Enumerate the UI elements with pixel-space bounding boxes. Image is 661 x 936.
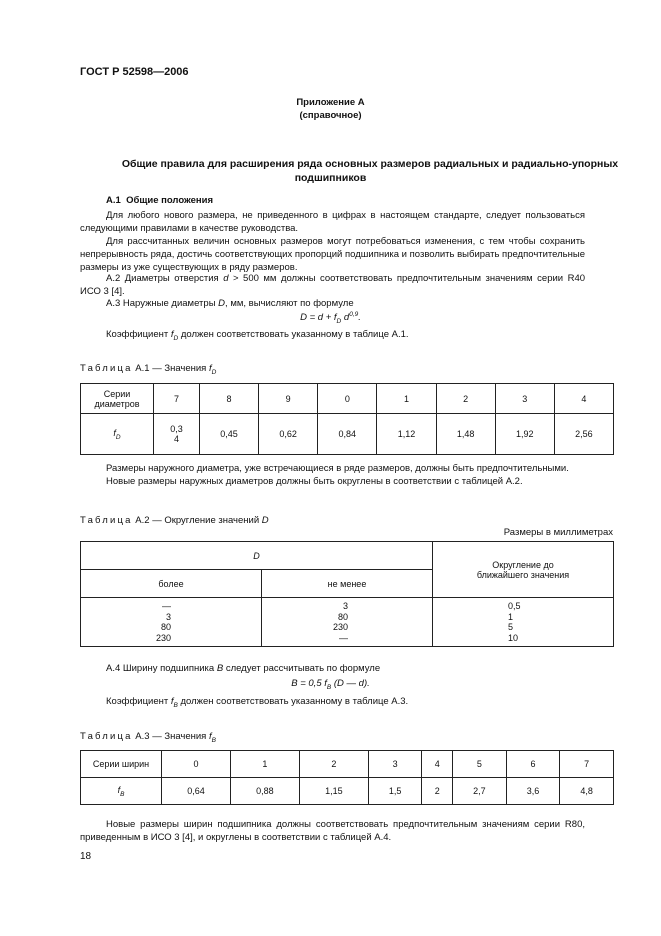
table1-cell: 1,92 <box>495 414 554 455</box>
table3-cell: 2 <box>422 778 453 805</box>
table-a2 <box>80 541 614 647</box>
table3-header: 7 <box>560 751 614 778</box>
section-number: А.1 <box>106 195 121 206</box>
table1-cell: 0,62 <box>259 414 318 455</box>
formula-outer-diameter: $D = d + f_D$ $d^{0,9}$. <box>300 311 361 326</box>
table3-header: 1 <box>230 751 299 778</box>
table1-header: 4 <box>554 384 613 414</box>
paragraph-coef-fb: Коэффициент $f_B$ должен соответствовать указанному в таблице А.3. <box>106 696 409 709</box>
table2-caption: Таблица А.2 — Округление значений D <box>80 515 269 526</box>
appendix-title: Приложение А <box>296 97 365 108</box>
table1-row-label: $f_D$ <box>81 414 154 455</box>
table1-header: 7 <box>154 384 200 414</box>
table1-header: 9 <box>259 384 318 414</box>
table2-header-notless: не менее <box>262 570 433 598</box>
table3-header: 3 <box>368 751 422 778</box>
table-a3 <box>80 750 614 805</box>
table1-header: 8 <box>199 384 258 414</box>
table1-row-label: Серии диаметров <box>81 384 154 414</box>
table1-header: 0 <box>318 384 377 414</box>
paragraph-final: Новые размеры ширин подшипника должны соответствовать предпочтительным значениям серии R80, приведенным в ИСО 3 [4], и округлены в соответствии с таблицей А.4. <box>80 819 585 843</box>
table3-row-label: $f_B$ <box>81 778 162 805</box>
table2-col-rounding: 0,5 1 5 10 <box>433 598 614 647</box>
table3-cell: 1,15 <box>299 778 368 805</box>
table1-header: 1 <box>377 384 436 414</box>
doc-id: ГОСТ Р 52598—2006 <box>80 66 189 78</box>
table2-header-d: D <box>81 542 433 570</box>
table3-cell: 2,7 <box>453 778 507 805</box>
paragraph-1: Для любого нового размера, не приведенного в цифрах в настоящем стандарте, следует пользоваться следующими правилами в качестве руководства. <box>80 210 585 234</box>
section-heading <box>106 195 213 206</box>
table3-cell: 4,8 <box>560 778 614 805</box>
table1-cell: 2,56 <box>554 414 613 455</box>
table1-cell: 0,84 <box>318 414 377 455</box>
appendix-subtitle: (справочное) <box>299 110 362 121</box>
paragraph-2: Для рассчитанных величин основных размеров могут потребоваться изменения, с тем чтобы сохранить непрерывность ряда, достичь соответствующих пропорций подшипника и позволить выбирать предпочтительные размеры из уже существующих в ряду размеров. <box>80 236 585 273</box>
main-title-line1: Общие правила для расширения ряда основных размеров радиальных и радиально-упорных <box>121 158 619 170</box>
table-a1 <box>80 383 614 455</box>
formula-width: B = 0,5 $f_B$ (D — d). <box>291 678 370 691</box>
table3-header: 4 <box>422 751 453 778</box>
main-title-line2: подшипников <box>294 172 367 184</box>
table3-header: 5 <box>453 751 507 778</box>
table1-header: 3 <box>495 384 554 414</box>
table3-row-label: Серии ширин <box>81 751 162 778</box>
paragraph-a2: А.2 Диаметры отверстия d > 500 мм должны соответствовать предпочтительным значениям серии R40 ИСО 3 [4]. <box>80 273 586 297</box>
table1-header: 2 <box>436 384 495 414</box>
table3-cell: 0,88 <box>230 778 299 805</box>
table1-cell: 0,3 4 <box>154 414 200 455</box>
table3-caption: Таблица А.3 — Значения $f_B$ <box>80 731 216 744</box>
table2-header-rounding: Округление до ближайшего значения <box>433 542 614 598</box>
table3-cell: 3,6 <box>506 778 560 805</box>
table2-col-over: — 3 80 230 <box>81 598 262 647</box>
table2-units: Размеры в миллиметрах <box>503 527 613 538</box>
paragraph-after-t1-2: Новые размеры наружных диаметров должны быть округлены в соответствии с таблицей А.2. <box>106 476 523 487</box>
table3-cell: 0,64 <box>162 778 231 805</box>
table1-cell: 0,45 <box>199 414 258 455</box>
table2-col-notless: 3 80 230 — <box>262 598 433 647</box>
paragraph-a3: А.3 Наружные диаметры D, мм, вычисляют по формуле <box>106 298 354 309</box>
paragraph-coef-fd: Коэффициент $f_D$ должен соответствовать указанному в таблице А.1. <box>106 329 409 342</box>
table3-cell: 1,5 <box>368 778 422 805</box>
paragraph-after-t1-1: Размеры наружного диаметра, уже встречающиеся в ряде размеров, должны быть предпочтительными. <box>106 463 569 474</box>
paragraph-a4: А.4 Ширину подшипника B следует рассчитывать по формуле <box>106 663 381 674</box>
table1-caption: Таблица А.1 — Значения $f_D$ <box>80 363 217 376</box>
page-number: 18 <box>80 851 92 862</box>
section-title: Общие положения <box>126 195 214 206</box>
table2-header-over: более <box>81 570 262 598</box>
table1-cell: 1,48 <box>436 414 495 455</box>
table3-header: 0 <box>162 751 231 778</box>
table3-header: 6 <box>506 751 560 778</box>
table1-cell: 1,12 <box>377 414 436 455</box>
table3-header: 2 <box>299 751 368 778</box>
